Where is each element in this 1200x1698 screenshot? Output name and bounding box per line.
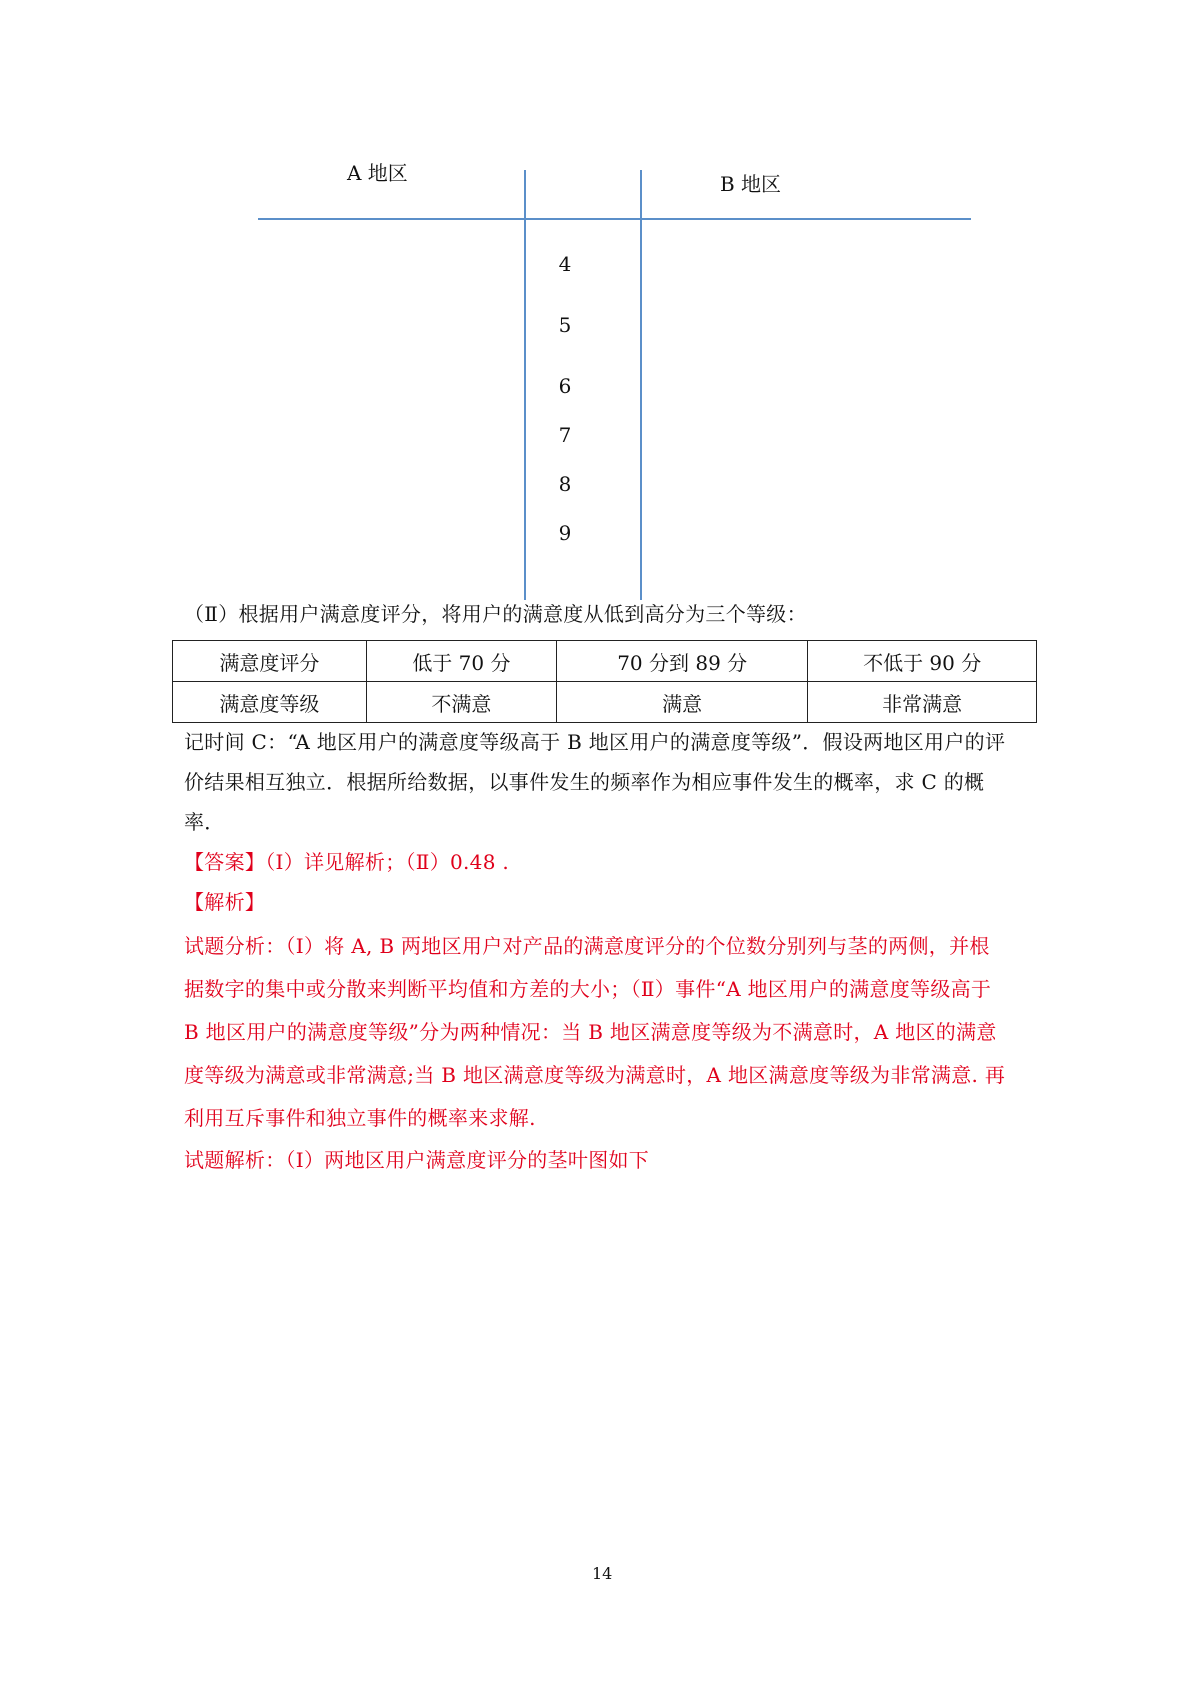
answer-label: 【答案】 (184, 850, 266, 874)
stem-value: 8 (558, 472, 572, 496)
grade-table (172, 640, 1037, 723)
table-cell: 70 分到 89 分 (557, 641, 808, 682)
text-line: 率． (184, 810, 225, 834)
stem-value: 5 (558, 313, 572, 337)
solution-line: 试题解析：（Ⅰ）两地区用户满意度评分的茎叶图如下 (184, 1148, 650, 1172)
table-cell: 满意度等级 (173, 682, 367, 723)
table-cell: 不低于 90 分 (808, 641, 1037, 682)
text-line: 据数字的集中或分散来判断平均值和方差的大小；（Ⅱ）事件“A 地区用户的满意度等级高于 (184, 977, 992, 1001)
stem-right-line (640, 170, 642, 600)
page-number: 14 (592, 1564, 613, 1583)
stem-value: 7 (558, 423, 572, 447)
analysis-paragraph (184, 925, 1034, 1140)
part2-intro: （Ⅱ）根据用户满意度评分，将用户的满意度从低到高分为三个等级： (184, 602, 807, 626)
table-row (173, 682, 1037, 723)
table-cell: 低于 70 分 (366, 641, 556, 682)
table-cell: 满意度评分 (173, 641, 367, 682)
table-row (173, 641, 1037, 682)
event-description (184, 722, 1034, 842)
stem-value: 9 (558, 521, 572, 545)
region-a-label: A 地区 (347, 161, 408, 185)
header-rule (258, 218, 971, 220)
text-line: 度等级为满意或非常满意;当 B 地区满意度等级为满意时，A 地区满意度等级为非常满意. 再 (184, 1063, 1006, 1087)
answer-line (184, 842, 1034, 882)
text-line: 价结果相互独立．根据所给数据，以事件发生的频率作为相应事件发生的概率，求 C 的概 (184, 770, 985, 794)
stem-left-line (524, 170, 526, 600)
analysis-label: 【解析】 (184, 890, 266, 914)
text-line: 记时间 C：“A 地区用户的满意度等级高于 B 地区用户的满意度等级”．假设两地区用户的评 (184, 730, 1006, 754)
answer-text: （Ⅰ）详见解析；（Ⅱ）0.48 . (265, 850, 510, 874)
stem-value: 6 (558, 374, 572, 398)
stem-value: 4 (558, 252, 572, 276)
table-cell: 不满意 (366, 682, 556, 723)
table-cell: 非常满意 (808, 682, 1037, 723)
table-cell: 满意 (557, 682, 808, 723)
region-b-label: B 地区 (720, 172, 782, 196)
text-line: B 地区用户的满意度等级”分为两种情况：当 B 地区满意度等级为不满意时，A 地区的满意 (184, 1020, 997, 1044)
text-line: 试题分析：（Ⅰ）将 A, B 两地区用户对产品的满意度评分的个位数分别列与茎的两侧，并根 (184, 934, 990, 958)
text-line: 利用互斥事件和独立事件的概率来求解. (184, 1106, 536, 1130)
